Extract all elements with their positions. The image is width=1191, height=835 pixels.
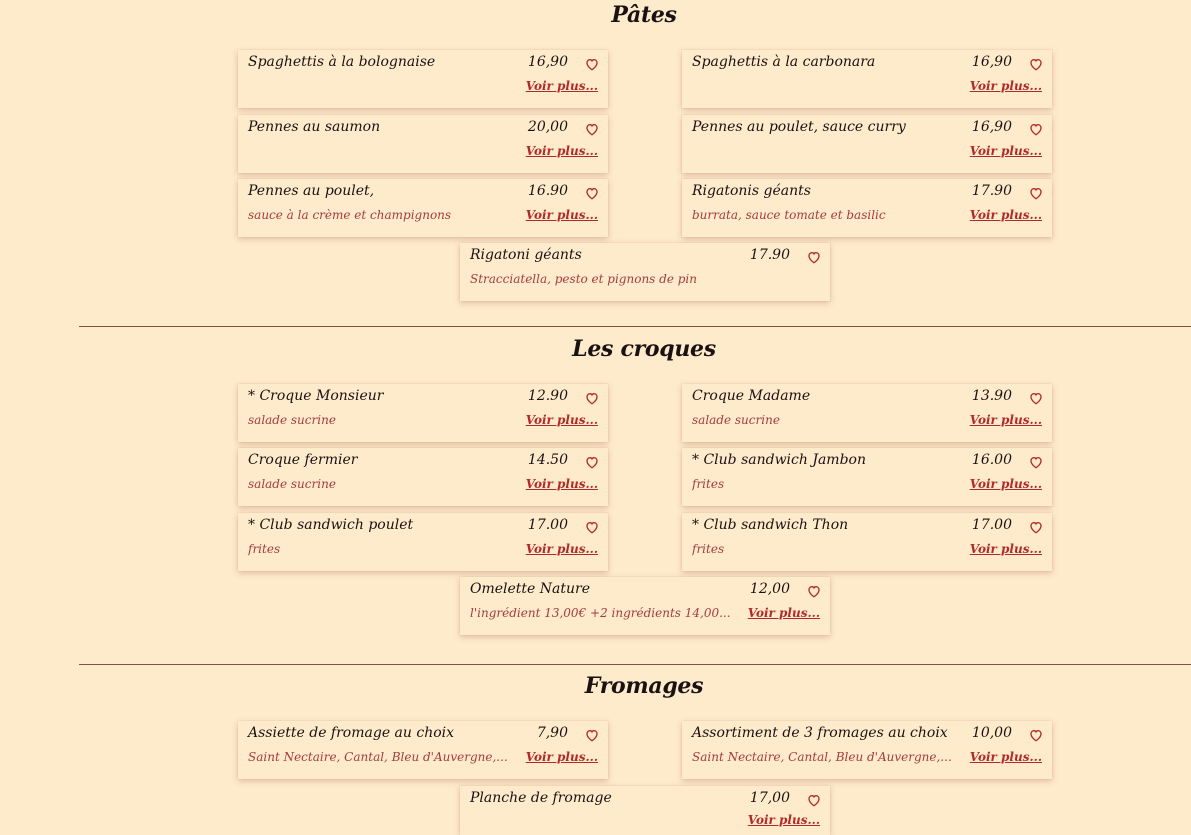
menu-item-card[interactable]: [682, 721, 1052, 779]
menu-item-price: 17.00: [971, 517, 1012, 533]
heart-icon[interactable]: [1028, 390, 1044, 406]
menu-item-description: Saint Nectaire, Cantal, Bleu d'Auvergne,...: [692, 750, 952, 764]
menu-item-description: l'ingrédient 13,00€ +2 ingrédients 14,00...: [470, 606, 731, 620]
menu-item-card[interactable]: [682, 115, 1052, 173]
heart-icon[interactable]: [584, 519, 600, 535]
heart-icon[interactable]: [806, 583, 822, 599]
menu-item-description: sauce à la crème et champignons: [248, 208, 452, 222]
menu-item-name: Croque Madame: [692, 388, 811, 404]
heart-icon[interactable]: [1028, 727, 1044, 743]
heart-icon[interactable]: [584, 185, 600, 201]
menu-item-price: 13.90: [971, 388, 1012, 404]
heart-icon[interactable]: [584, 390, 600, 406]
heart-icon[interactable]: [1028, 56, 1044, 72]
menu-item-name: Pennes au poulet, sauce curry: [692, 119, 906, 135]
see-more-link[interactable]: Voir plus...: [747, 606, 820, 620]
menu-item-card[interactable]: [460, 243, 830, 301]
menu-item-name: Assiette de fromage au choix: [248, 725, 455, 741]
see-more-link[interactable]: Voir plus...: [969, 413, 1042, 427]
menu-item-price: 17,00: [749, 790, 790, 806]
menu-item-name: * Croque Monsieur: [248, 388, 384, 404]
heart-icon[interactable]: [806, 249, 822, 265]
see-more-link[interactable]: Voir plus...: [525, 750, 598, 764]
section-divider: [79, 664, 1191, 665]
menu-item-description: salade sucrine: [248, 477, 336, 491]
menu-item-description: frites: [692, 542, 725, 556]
menu-item-card[interactable]: [238, 50, 608, 108]
menu-item-name: Rigatonis géants: [692, 183, 811, 199]
menu-item-card[interactable]: [238, 448, 608, 506]
menu-item-price: 16,90: [971, 54, 1012, 70]
see-more-link[interactable]: Voir plus...: [525, 144, 598, 158]
section-title-fromages: Fromages: [584, 673, 704, 699]
see-more-link[interactable]: Voir plus...: [969, 477, 1042, 491]
see-more-link[interactable]: Voir plus...: [525, 79, 598, 93]
see-more-link[interactable]: Voir plus...: [969, 79, 1042, 93]
menu-item-name: Pennes au saumon: [248, 119, 381, 135]
menu-item-description: salade sucrine: [248, 413, 336, 427]
menu-item-card[interactable]: [460, 577, 830, 635]
see-more-link[interactable]: Voir plus...: [747, 813, 820, 827]
section-divider: [79, 326, 1191, 327]
menu-item-price: 14.50: [527, 452, 568, 468]
see-more-link[interactable]: Voir plus...: [525, 542, 598, 556]
heart-icon[interactable]: [584, 454, 600, 470]
menu-item-card[interactable]: [238, 179, 608, 237]
menu-item-name: * Club sandwich Thon: [692, 517, 849, 533]
menu-item-card[interactable]: [682, 179, 1052, 237]
menu-item-name: Planche de fromage: [470, 790, 612, 806]
menu-item-description: Saint Nectaire, Cantal, Bleu d'Auvergne,...: [248, 750, 508, 764]
menu-item-description: burrata, sauce tomate et basilic: [692, 208, 886, 222]
menu-item-price: 17.90: [749, 247, 790, 263]
menu-item-name: Croque fermier: [248, 452, 358, 468]
see-more-link[interactable]: Voir plus...: [525, 477, 598, 491]
heart-icon[interactable]: [806, 792, 822, 808]
menu-item-price: 16,90: [527, 54, 568, 70]
menu-item-card[interactable]: [238, 115, 608, 173]
see-more-link[interactable]: Voir plus...: [525, 208, 598, 222]
menu-item-card[interactable]: [682, 513, 1052, 571]
menu-item-name: Rigatoni géants: [470, 247, 582, 263]
menu-item-price: 12.90: [527, 388, 568, 404]
section-title-pates: Pâtes: [611, 2, 677, 28]
section-title-croques: Les croques: [572, 336, 716, 362]
menu-item-description: frites: [692, 477, 725, 491]
heart-icon[interactable]: [584, 121, 600, 137]
menu-item-price: 17.90: [971, 183, 1012, 199]
menu-item-price: 7,90: [536, 725, 568, 741]
heart-icon[interactable]: [584, 727, 600, 743]
menu-item-name: Pennes au poulet,: [248, 183, 375, 199]
menu-item-card[interactable]: [238, 384, 608, 442]
heart-icon[interactable]: [1028, 185, 1044, 201]
menu-item-price: 16.00: [971, 452, 1012, 468]
menu-item-price: 10,00: [971, 725, 1012, 741]
heart-icon[interactable]: [584, 56, 600, 72]
menu-item-price: 16.90: [527, 183, 568, 199]
menu-item-price: 17.00: [527, 517, 568, 533]
menu-item-card[interactable]: [460, 786, 830, 835]
menu-item-name: * Club sandwich Jambon: [692, 452, 866, 468]
menu-item-name: Assortiment de 3 fromages au choix: [692, 725, 948, 741]
see-more-link[interactable]: Voir plus...: [969, 144, 1042, 158]
heart-icon[interactable]: [1028, 121, 1044, 137]
menu-item-name: Spaghettis à la carbonara: [692, 54, 876, 70]
menu-item-card[interactable]: [682, 384, 1052, 442]
heart-icon[interactable]: [1028, 454, 1044, 470]
menu-item-card[interactable]: [682, 448, 1052, 506]
menu-item-card[interactable]: [238, 721, 608, 779]
menu-item-price: 20,00: [527, 119, 568, 135]
menu-item-price: 12,00: [749, 581, 790, 597]
see-more-link[interactable]: Voir plus...: [969, 750, 1042, 764]
menu-item-name: Spaghettis à la bolognaise: [248, 54, 436, 70]
menu-item-description: Stracciatella, pesto et pignons de pin: [470, 272, 697, 286]
see-more-link[interactable]: Voir plus...: [525, 413, 598, 427]
menu-item-name: * Club sandwich poulet: [248, 517, 414, 533]
menu-item-card[interactable]: [682, 50, 1052, 108]
menu-item-description: salade sucrine: [692, 413, 780, 427]
menu-item-name: Omelette Nature: [470, 581, 591, 597]
see-more-link[interactable]: Voir plus...: [969, 208, 1042, 222]
see-more-link[interactable]: Voir plus...: [969, 542, 1042, 556]
menu-item-description: frites: [248, 542, 281, 556]
menu-item-card[interactable]: [238, 513, 608, 571]
heart-icon[interactable]: [1028, 519, 1044, 535]
menu-item-price: 16,90: [971, 119, 1012, 135]
